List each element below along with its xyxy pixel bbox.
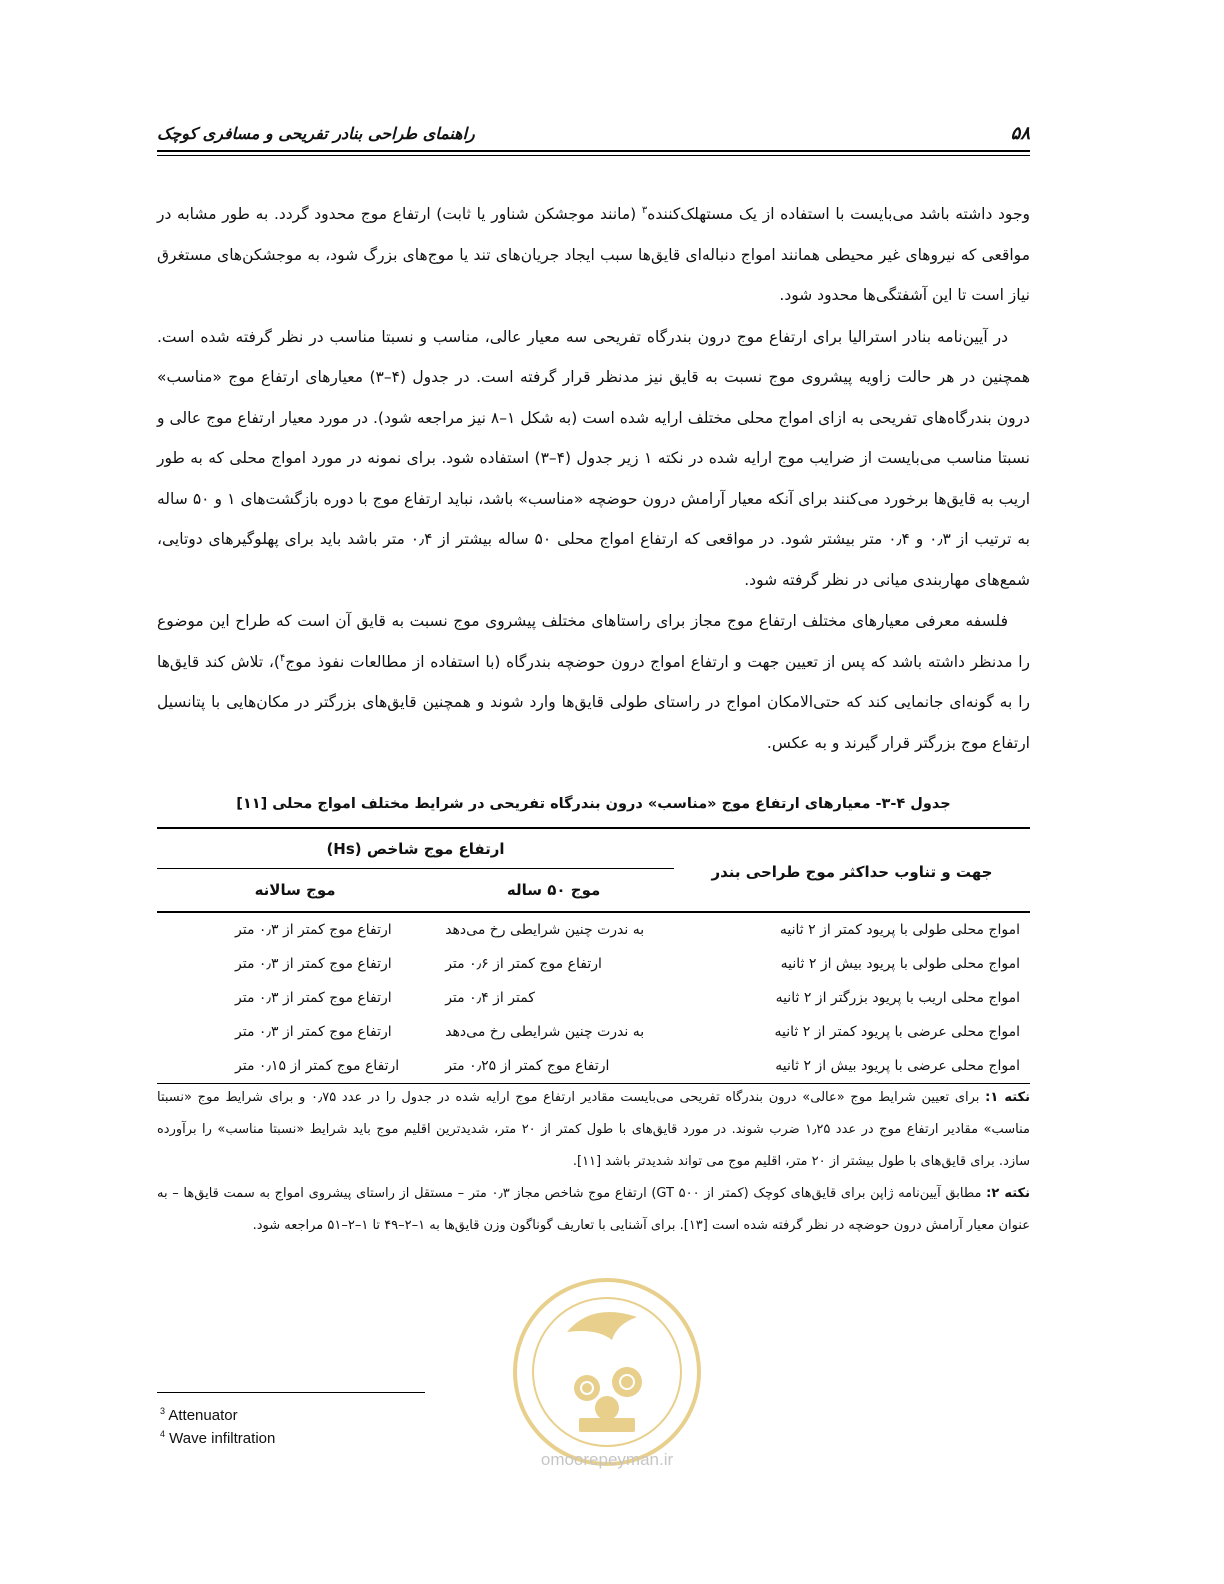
cell-condition: امواج محلی طولی با پریود کمتر از ۲ ثانیه [779, 922, 1020, 938]
footnote-3: $^3$ Attenuator [160, 1406, 238, 1424]
table-row [157, 1049, 1030, 1084]
cell-annual: ارتفاع موج کمتر از ۰٫۱۵ متر [157, 1049, 433, 1084]
paragraph-1: وجود داشته باشد می‌بایست با استفاده از یک مستهلک‌کننده$^۳$ (مانند موجشکن شناور یا ثابت) ارتفاع موج محدود گردد. به طور مشابه در مواقعی که نیروهای غیر محیطی همانند امواج دنباله‌ای قایق‌ها سبب ایجاد جریان‌های تند یا موج‌های بزرگ شود، به موجشکن‌های مستغرق نیاز است تا این آشفتگی‌ها محدود شود. [157, 204, 1031, 304]
footnote-ref-4[interactable]: ۴ [279, 652, 286, 664]
body-text [157, 194, 1030, 764]
paragraph-3: فلسفه معرفی معیارهای مختلف ارتفاع موج مجاز برای راستاهای مختلف پیشروی موج نسبت به قایق آن است که طراح این موضوع را مدنظر داشته باشد که پس از تعیین جهت و ارتفاع امواج درون حوضچه بندرگاه (با استفاده از مطالعات نفوذ موج$^۴$)، تلاش کند قایق‌ها را به گونه‌ای جانمایی کند که حتی‌الامکان امواج در راستای طولی قایق‌ها وارد شوند و همچنین قایق‌های بزرگتر در مکان‌هایی با پتانسیل ارتفاع موج بزرگتر قرار گیرند و به عکس. [157, 612, 1030, 752]
cell-50-year: کمتر از ۰٫۴ متر [445, 990, 535, 1006]
note-2 [157, 1178, 1030, 1242]
note-1 [157, 1082, 1030, 1178]
footnote-rule [157, 1392, 425, 1393]
cell-annual: ارتفاع موج کمتر از ۰٫۳ متر [235, 990, 392, 1006]
cell-condition: امواج محلی عرضی با پریود کمتر از ۲ ثانیه [774, 1024, 1020, 1040]
wave-criteria-table [157, 827, 1030, 1084]
table-caption: جدول ۴-۳- معیارهای ارتفاع موج «مناسب» درون بندرگاه تفریحی در شرایط مختلف امواج محلی [۱۱] [236, 796, 951, 812]
running-header [157, 118, 1030, 148]
watermark-seal-icon [497, 1262, 717, 1482]
header-significant-wave-height: ارتفاع موج شاخص (Hs) [157, 828, 674, 869]
cell-annual: ارتفاع موج کمتر از ۰٫۳ متر [235, 1024, 392, 1040]
header-annual-wave: موج سالانه [157, 869, 433, 912]
footnote-4: $^4$ Wave infiltration [160, 1429, 276, 1447]
cell-50-year: ارتفاع موج کمتر از ۰٫۶ متر [445, 956, 602, 972]
book-title: راهنمای طراحی بنادر تفریحی و مسافری کوچک [157, 123, 475, 143]
header-rule-thick [157, 150, 1030, 152]
cell-condition: امواج محلی طولی با پریود بیش از ۲ ثانیه [780, 956, 1020, 972]
table-row [157, 1015, 1030, 1049]
table-notes [157, 1082, 1030, 1242]
header-condition: جهت و تناوب حداکثر موج طراحی بندر [674, 828, 1030, 912]
footnote-ref-3[interactable]: ۳ [641, 204, 648, 216]
table-row [157, 912, 1030, 947]
note-2-text: مطابق آیین‌نامه ژاپن برای قایق‌های کوچک (کمتر از ۵۰۰ GT) ارتفاع موج شاخص مجاز ۰٫۳ متر – مستقل از راستای پیشروی امواج به سمت قایق‌ها – به عنوان معیار آرامش درون حوضچه در نظر گرفته شده است [۱۳]. برای آشنایی با تعاریف گوناگون وزن قایق‌ها به ۱–۲–۴۹ تا ۱–۲–۵۱ مراجعه شود. [157, 1186, 1030, 1233]
cell-50-year: به ندرت چنین شرایطی رخ می‌دهد [445, 1024, 645, 1040]
header-50-year-wave: موج ۵۰ ساله [433, 869, 674, 912]
cell-annual: ارتفاع موج کمتر از ۰٫۳ متر [235, 922, 392, 938]
header-rule-thin [157, 155, 1030, 156]
cell-50-year: ارتفاع موج کمتر از ۰٫۲۵ متر [433, 1049, 674, 1084]
page-number: ۵۸ [1010, 122, 1030, 144]
note-1-label: نکته ۱: [985, 1090, 1030, 1105]
cell-condition: امواج محلی اریب با پریود بزرگتر از ۲ ثانیه [775, 990, 1020, 1006]
table-row [157, 981, 1030, 1015]
cell-annual: ارتفاع موج کمتر از ۰٫۳ متر [235, 956, 392, 972]
paragraph-2: در آیین‌نامه بنادر استرالیا برای ارتفاع موج درون بندرگاه تفریحی سه معیار عالی، مناسب و نسبتا مناسب در نظر گرفته شده است. همچنین در هر حالت زاویه پیشروی موج نسبت به قایق نیز مدنظر قرار گرفته است. در جدول (۴–۳) معیارهای ارتفاع موج «مناسب» درون بندرگاه‌های تفریحی به ازای امواج محلی مختلف ارایه شده است (به شکل ۱–۸ نیز مراجعه شود). در مورد معیار ارتفاع موج عالی و نسبتا مناسب می‌بایست از ضرایب موج ارایه شده در نکته ۱ زیر جدول (۴–۳) استفاده شود. برای نمونه در مورد امواج محلی که به طور اریب به قایق‌ها برخورد می‌کنند برای آنکه معیار آرامش درون حوضچه «مناسب» باشد، نباید ارتفاع موج با دوره بازگشت‌های ۱ و ۵۰ ساله به ترتیب از ۰٫۳ و ۰٫۴ متر بیشتر شود. در مواقعی که ارتفاع امواج محلی ۵۰ ساله بیشتر از ۰٫۴ متر باشد باید برای پهلوگیرهای دوتایی، شمع‌های مهاربندی میانی در نظر گرفته شود. [157, 327, 1031, 589]
watermark-url: omoorepeyman.ir [540, 1450, 674, 1469]
cell-50-year: به ندرت چنین شرایطی رخ می‌دهد [445, 922, 645, 938]
table-row [157, 947, 1030, 981]
footnotes [160, 1404, 275, 1450]
note-2-label: نکته ۲: [986, 1186, 1030, 1201]
note-1-text: برای تعیین شرایط موج «عالی» درون بندرگاه تفریحی می‌بایست مقادیر ارتفاع موج ارایه شده در جدول را در عدد ۰٫۷۵ و برای شرایط موج «نسبتا مناسب» مقادیر ارتفاع موج در عدد ۱٫۲۵ ضرب شوند. در مورد قایق‌های با طول کمتر از ۲۰ متر، شدیدترین اقلیم موج باید شرایط «نسبتا مناسب» را برآورده سازد. برای قایق‌های با طول بیشتر از ۲۰ متر، اقلیم موج می تواند شدیدتر باشد [۱۱]. [157, 1090, 1030, 1169]
cell-condition: امواج محلی عرضی با پریود بیش از ۲ ثانیه [674, 1049, 1030, 1084]
